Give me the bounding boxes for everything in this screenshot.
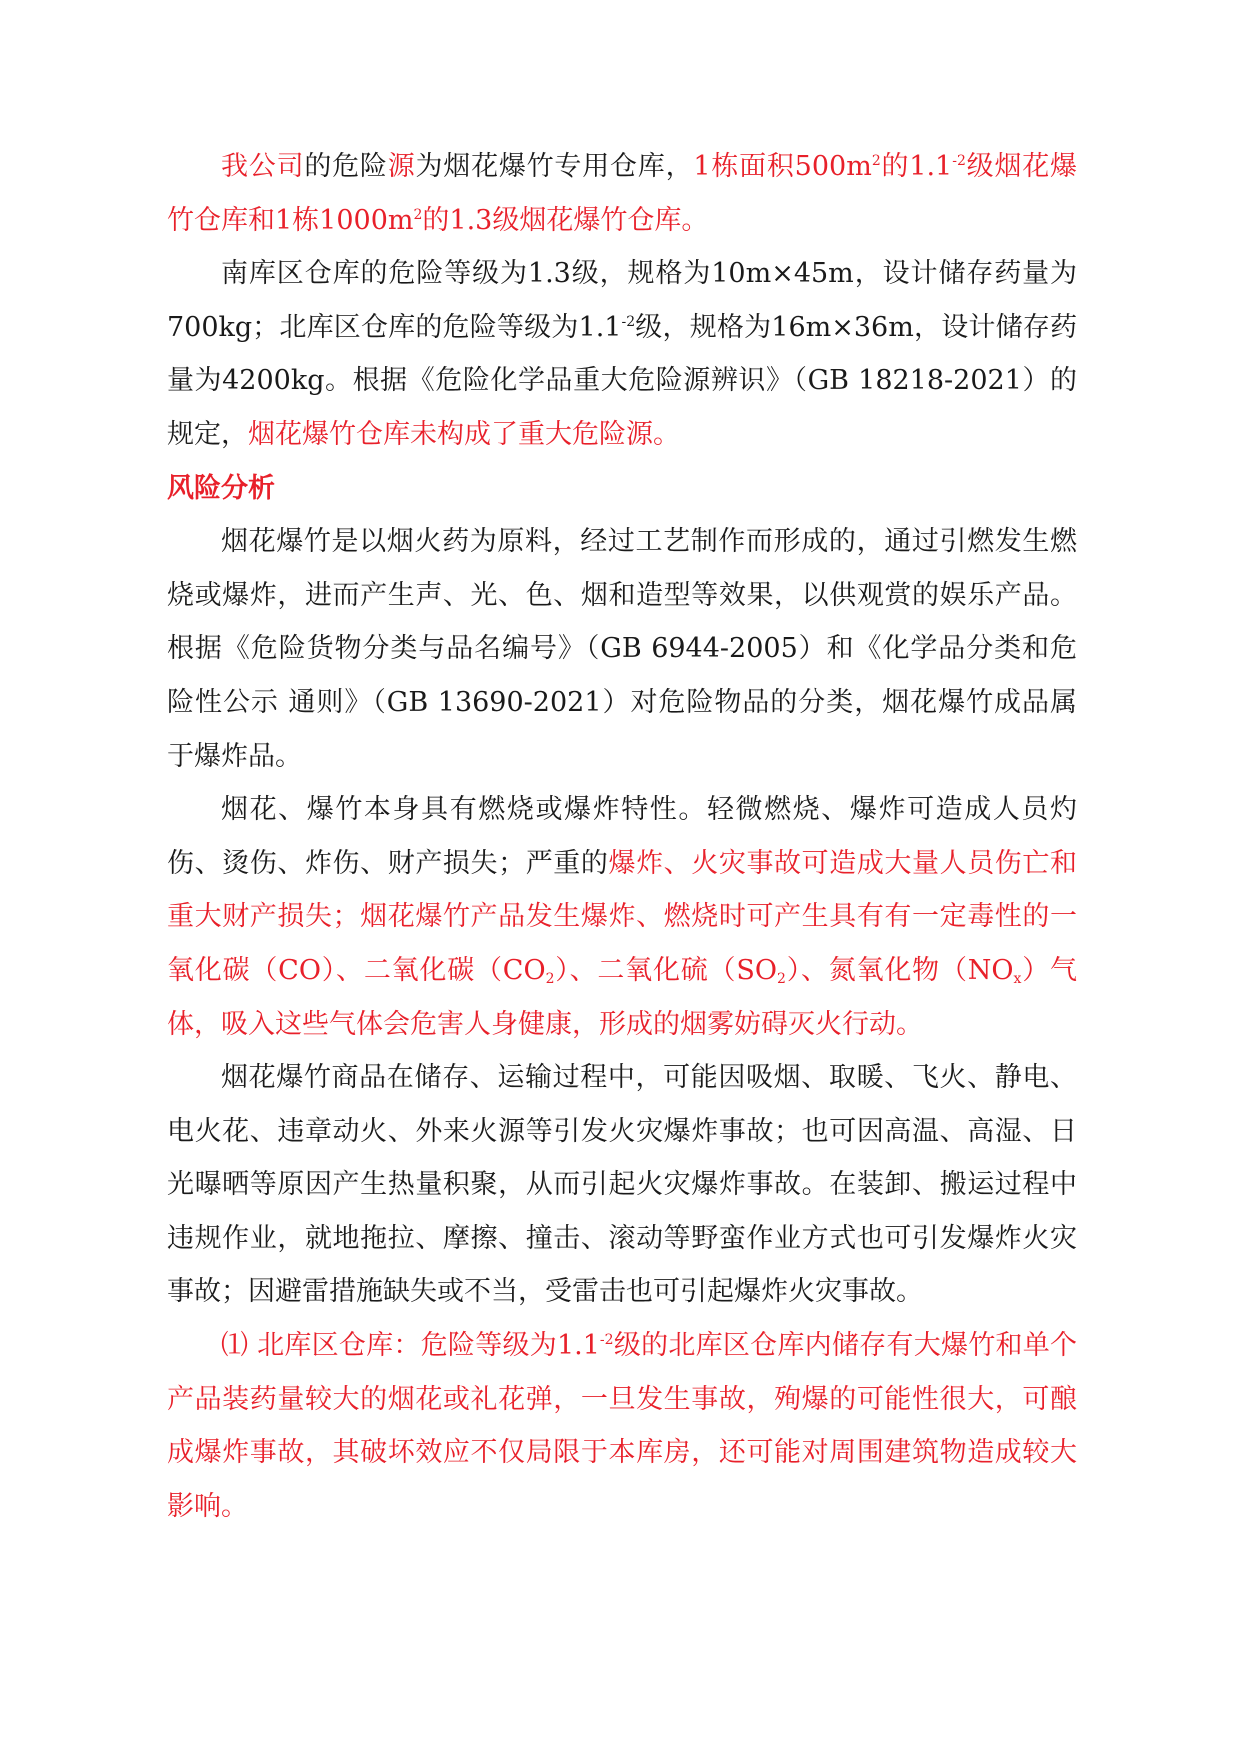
superscript: -2 bbox=[621, 313, 636, 330]
text-span: 级的北库区仓库内储存有大爆竹和单个产品装药量较大的烟花或礼花弹，一旦发生事故，殉爆的可能性很大，可酿成爆炸事故，其破坏效应不仅局限于本库房，还可能对周围建筑物造成较大影响。 bbox=[167, 1330, 1077, 1522]
paragraph-north-warehouse bbox=[167, 1319, 1077, 1533]
text-span: ）、氮氧化物（NO bbox=[785, 954, 1014, 986]
text-span: 的危险 bbox=[304, 151, 388, 182]
section-heading: 风险分析 bbox=[167, 472, 275, 504]
text-span: 南库区仓库的危险等级为1.3级，规格为10m×45m，设计储存药量为700kg；北库区仓库的危险等级为1.1 bbox=[167, 258, 1077, 343]
text-span: 1栋面积500m bbox=[693, 151, 872, 182]
paragraph-warehouse-details bbox=[167, 247, 1077, 461]
subscript: 2 bbox=[776, 970, 786, 987]
paragraph-hazard-characteristics bbox=[167, 783, 1077, 1051]
text-span: 烟花、爆竹本身具有燃烧或爆炸特性。轻微燃烧、爆炸可造成人员灼伤、烫伤、炸伤、财产损失；严重的 bbox=[167, 794, 1077, 879]
text-span: ⑴ 北库区仓库：危险等级为1.1 bbox=[221, 1330, 600, 1362]
text-span: 为烟花爆竹专用仓库， bbox=[415, 151, 694, 182]
conclusion-text: 烟花爆竹仓库未构成了重大危险源。 bbox=[248, 418, 680, 450]
paragraph-hazard-source bbox=[167, 140, 1077, 247]
paragraph-accident-causes: 烟花爆竹商品在储存、运输过程中，可能因吸烟、取暖、飞火、静电、电火花、违章动火、外来火源等引发火灾爆炸事故；也可因高温、高湿、日光曝晒等原因产生热量积聚，从而引起火灾爆炸事故。在装卸、搬运过程中违规作业，就地拖拉、摩擦、撞击、滚动等野蛮作业方式也可引发爆炸火灾事故；因避雷措施缺失或不当，受雷击也可引起爆炸火灾事故。 bbox=[167, 1062, 1077, 1308]
superscript: 2 bbox=[413, 206, 423, 223]
superscript: -2 bbox=[952, 153, 966, 169]
text-span-red: 源 bbox=[387, 151, 416, 182]
subscript: x bbox=[1013, 970, 1022, 987]
text-span: 的1.1 bbox=[880, 151, 953, 182]
text-span: 的1.3级烟花爆竹仓库。 bbox=[422, 204, 709, 236]
superscript: 2 bbox=[871, 153, 881, 169]
superscript: -2 bbox=[599, 1332, 614, 1349]
text-span: ）、二氧化硫（SO bbox=[554, 954, 777, 986]
text-span: ）气体，吸入这些气体会危害人身健康，形成的烟雾妨碍灭火行动。 bbox=[167, 954, 1077, 1040]
paragraph-definition: 烟花爆竹是以烟火药为原料，经过工艺制作而形成的，通过引燃发生燃烧或爆炸，进而产生声、光、色、烟和造型等效果，以供观赏的娱乐产品。根据《危险货物分类与品名编号》（GB 6944-2005）和《化学品分类和危险性公示 通则》（GB 13690-2021）对危险物品的分类，烟花爆竹成品属于爆炸品。 bbox=[167, 526, 1077, 772]
text-span: 级烟花爆竹仓库和1栋1000m bbox=[167, 151, 1078, 236]
text-span: 爆炸、火灾事故可造成大量人员伤亡和重大财产损失；烟花爆竹产品发生爆炸、燃烧时可产生具有有一定毒性的一氧化碳（CO）、二氧化碳（CO bbox=[167, 847, 1077, 986]
subscript: 2 bbox=[545, 970, 555, 987]
document-page bbox=[167, 140, 1077, 1620]
text-span: 级，规格为16m×36m，设计储存药量为4200kg。根据《危险化学品重大危险源辨识》（GB 18218-2021）的规定， bbox=[167, 311, 1077, 450]
company-text: 我公司 bbox=[221, 151, 305, 182]
